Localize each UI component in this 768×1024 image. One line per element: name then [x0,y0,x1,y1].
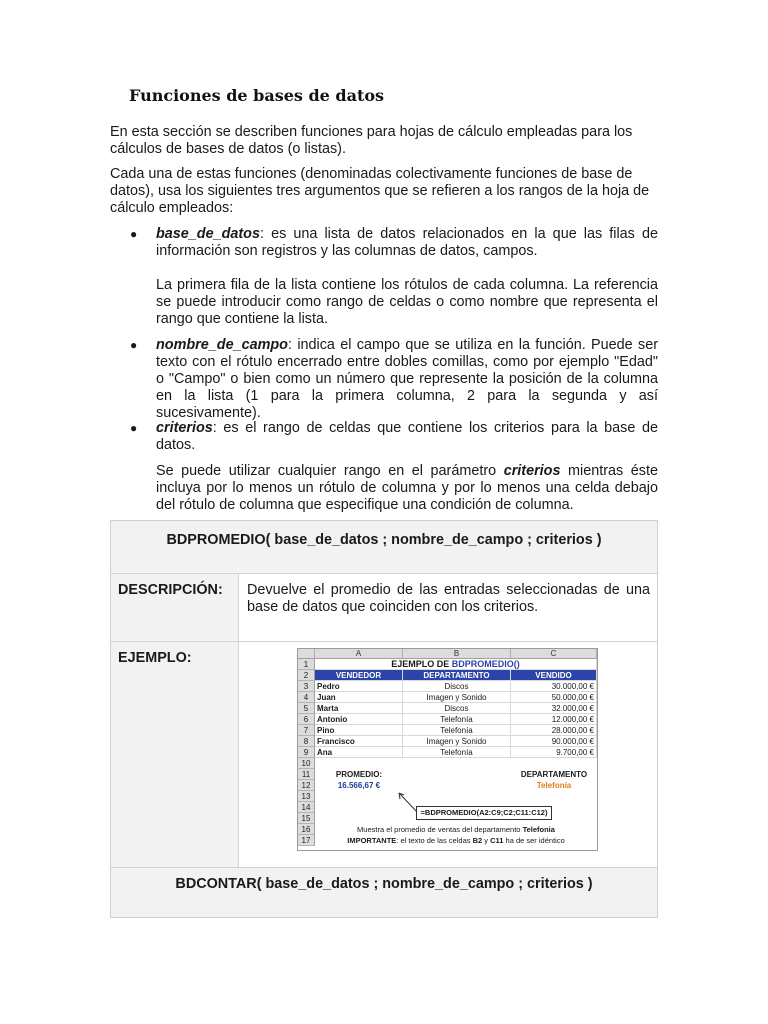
row-number: 6 [298,714,315,725]
sheet-header-vendido: VENDIDO [511,670,597,681]
bullet-icon: ● [130,227,138,241]
column-header: C [511,649,597,659]
sheet-cell: Antonio [315,714,403,725]
row-number: 14 [298,802,315,813]
row-number: 3 [298,681,315,692]
table-header-row [111,521,657,574]
sheet-cell: 32.000,00 € [511,703,597,714]
sheet-cell: Marta [315,703,403,714]
example-label-cell [111,642,239,868]
promedio-value: 16.566,67 € [337,781,381,790]
row-number: 10 [298,758,315,769]
sheet-cell: 30.000,00 € [511,681,597,692]
row-number: 1 [298,659,315,670]
bullet-extra: Se puede utilizar cualquier rango en el parámetro criterios mientras éste incluya por lo menos un rótulo de columna y por lo menos una celda debajo del rótulo de columna que especifique una condición de columna. [156,463,658,513]
sheet-cell: Discos [403,703,511,714]
function-signature: BDPROMEDIO( base_de_datos ; nombre_de_campo ; criterios ) [166,532,602,548]
description-row [111,574,657,642]
row-number: 7 [298,725,315,736]
bullet-text: criterios: es el rango de celdas que contiene los criterios para la base de datos. [156,420,658,453]
departamento-value: Telefonia [536,781,572,790]
sheet-cell: Imagen y Sonido [403,692,511,703]
row-number: 2 [298,670,315,681]
row-number: 8 [298,736,315,747]
note-row-16: Muestra el promedio de ventas del departamento Telefonia [357,825,555,834]
departamento-label: DEPARTAMENTO [520,770,588,779]
sheet-header-vendedor: VENDEDOR [315,670,403,681]
page-title: Funciones de bases de datos [129,86,385,105]
sheet-title: EJEMPLO DE BDPROMEDIO() [315,659,597,670]
description-text: Devuelve el promedio de las entradas seleccionadas de una base de datos que coinciden con los criterios. [247,582,650,615]
promedio-label: PROMEDIO: [335,770,383,779]
sheet-cell: 50.000,00 € [511,692,597,703]
bullet-icon: ● [130,338,138,352]
row-number: 15 [298,813,315,824]
row-number: 12 [298,780,315,791]
sheet-cell: Ana [315,747,403,758]
intro-paragraph-1: En esta sección se describen funciones para hojas de cálculo empleadas para los cálculos de bases de datos (o listas). [110,124,633,157]
table-header-row-2 [111,867,657,917]
spreadsheet-example [297,648,598,851]
sheet-header-departamento: DEPARTAMENTO [403,670,511,681]
description-label-cell [111,574,239,641]
row-number: 17 [298,835,315,846]
function-signature-2: BDCONTAR( base_de_datos ; nombre_de_campo ; criterios ) [175,876,593,892]
column-header: A [315,649,403,659]
sheet-cell: Telefonía [403,714,511,725]
sheet-cell: 12.000,00 € [511,714,597,725]
bullet-text: nombre_de_campo: indica el campo que se utiliza en la función. Puede ser texto con el rótulo encerrado entre dobles comillas, como por ejemplo "Edad" o "Campo" o bien como un número que represente la posición de la columna en la lista (1 para la primera columna, 2 para la segunda y así sucesivamente). [156,337,658,421]
row-number: 13 [298,791,315,802]
sheet-cell: 90.000,00 € [511,736,597,747]
sheet-cell: Pedro [315,681,403,692]
intro-paragraph-2: Cada una de estas funciones (denominadas colectivamente funciones de base de datos), usa los siguientes tres argumentos que se refieren a los rangos de la hoja de cálculo empleados: [110,166,650,216]
row-number: 9 [298,747,315,758]
sheet-cell: 9.700,00 € [511,747,597,758]
bullet-icon: ● [130,421,138,435]
row-number: 11 [298,769,315,780]
row-number: 16 [298,824,315,835]
sheet-cell: Telefonía [403,747,511,758]
bullet-extra: La primera fila de la lista contiene los rótulos de cada columna. La referencia se puede introducir como rango de celdas o como nombre que representa el rango que contiene la lista. [156,277,658,327]
corner-cell [298,649,315,659]
row-number: 4 [298,692,315,703]
bullet-text: base_de_datos: es una lista de datos relacionados en la que las filas de información son registros y las columnas de datos, campos. [156,226,658,259]
row-number: 5 [298,703,315,714]
formula-callout: =BDPROMEDIO(A2:C9;C2;C11:C12) [416,806,552,820]
example-label: EJEMPLO: [118,650,192,666]
sheet-cell: 28.000,00 € [511,725,597,736]
sheet-cell: Pino [315,725,403,736]
sheet-cell: Telefonía [403,725,511,736]
note-row-17: IMPORTANTE: el texto de las celdas B2 y C11 ha de ser idéntico [347,836,565,845]
column-header: B [403,649,511,659]
description-label: DESCRIPCIÓN: [118,582,223,598]
sheet-cell: Imagen y Sonido [403,736,511,747]
sheet-cell: Discos [403,681,511,692]
sheet-cell: Francisco [315,736,403,747]
sheet-cell: Juan [315,692,403,703]
